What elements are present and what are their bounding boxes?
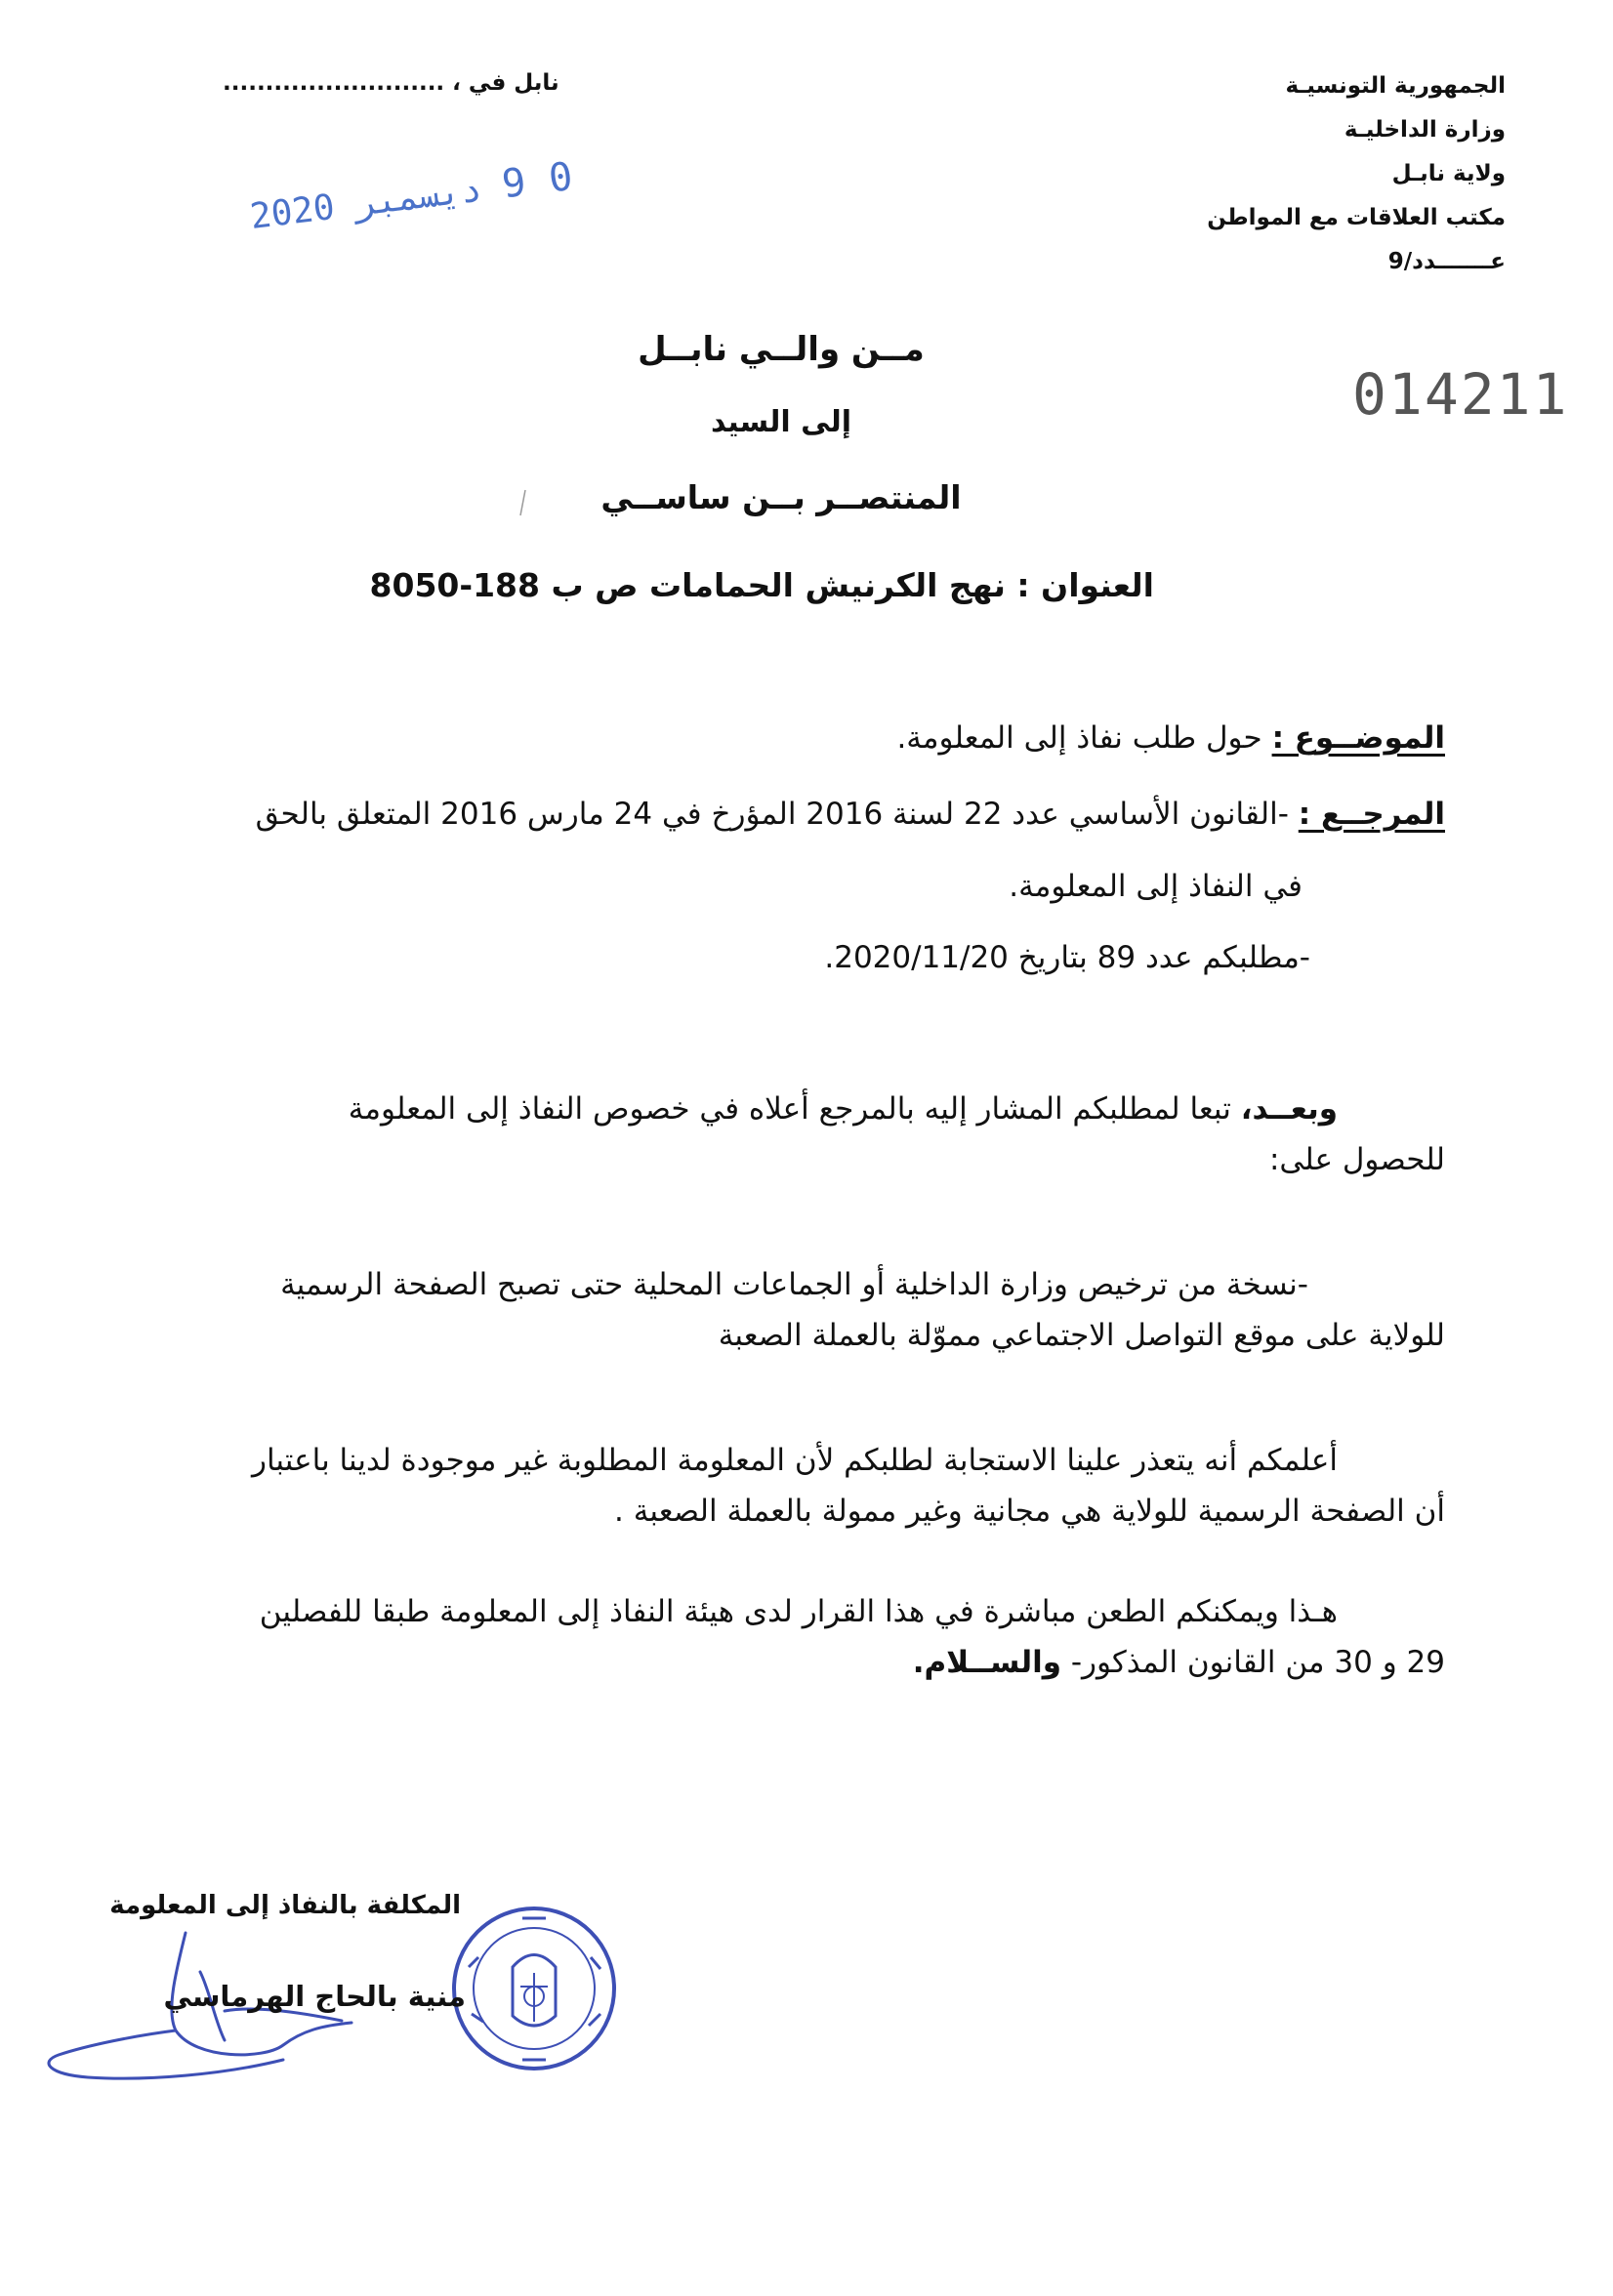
closing-salutation: والســلام.	[912, 1645, 1061, 1680]
letterhead-office: مكتب العلاقات مع المواطن	[1207, 205, 1506, 230]
date-stamp-day: 0 9	[499, 153, 575, 208]
paragraph-request-text: تبعا لمطلبكم المشار إليه بالمرجع أعلاه في خصوص النفاذ إلى المعلومة	[348, 1091, 1241, 1127]
registration-number-stamp: 014211	[1352, 361, 1569, 428]
paragraph-appeal	[146, 1586, 1445, 1688]
paragraph-request-line-1	[146, 1084, 1445, 1134]
opening-word: وبعــد،	[1240, 1091, 1338, 1127]
letterhead-ministry: وزارة الداخليـة	[1344, 117, 1506, 143]
recipient-name: المنتصــر بــن ساســي	[600, 478, 962, 516]
paragraph-decision	[146, 1435, 1445, 1537]
letterhead-number: عـــــــدد/9	[1387, 249, 1506, 274]
decision-line-2: أن الصفحة الرسمية للولاية هي مجانية وغير ممولة بالعملة الصعبة .	[614, 1494, 1445, 1529]
appeal-line-2	[146, 1637, 1445, 1688]
paragraph-request	[146, 1084, 1445, 1185]
subject-label: الموضــوع :	[1271, 720, 1445, 756]
requested-item-line-1: -نسخة من ترخيص وزارة الداخلية أو الجماعات المحلية حتى تصبح الصفحة الرسمية	[280, 1267, 1308, 1302]
date-stamp-month: ديسمبر	[352, 169, 484, 225]
subject-text: حول طلب نفاذ إلى المعلومة.	[896, 720, 1262, 756]
reference-text-1: -القانون الأساسي عدد 22 لسنة 2016 المؤرخ في 24 مارس 2016 المتعلق بالحق	[255, 797, 1289, 832]
letterhead-country: الجمهورية التونسيـة	[1285, 73, 1506, 99]
requested-item-line-2: للولاية على موقع التواصل الاجتماعي مموّلة بالعملة الصعبة	[718, 1318, 1445, 1353]
recipient-label: إلى السيد	[711, 405, 851, 439]
date-stamp	[247, 154, 575, 238]
letterhead-governorate: ولاية نابـل	[1391, 161, 1506, 186]
signatory-title: المكلفة بالنفاذ إلى المعلومة	[109, 1891, 461, 1920]
reference-label: المرجــع :	[1298, 797, 1445, 832]
official-seal	[444, 1899, 625, 2079]
sender-line: مــن والــي نابــل	[638, 330, 925, 369]
appeal-text: 29 و 30 من القانون المذكور-	[1061, 1645, 1445, 1680]
place-date-line: نابل في ، ..........................	[223, 70, 559, 96]
signatory-name: منية بالحاج الهرماسي	[163, 1980, 466, 2013]
pen-mark	[517, 488, 527, 517]
appeal-line-1: هـذا ويمكنكم الطعن مباشرة في هذا القرار لدى هيئة النفاذ إلى المعلومة طبقا للفصلين	[259, 1594, 1338, 1629]
reference-line-3: -مطلبكم عدد 89 بتاريخ 2020/11/20.	[824, 940, 1310, 975]
reference-line-1	[146, 789, 1445, 840]
date-stamp-year: 2020	[247, 186, 337, 238]
subject-line	[146, 713, 1445, 763]
reference-line-2: في النفاذ إلى المعلومة.	[1009, 869, 1303, 904]
recipient-address: العنوان : نهج الكرنيش الحمامات ص ب 188-8050	[369, 566, 1154, 604]
decision-line-1: أعلمكم أنه يتعذر علينا الاستجابة لطلبكم لأن المعلومة المطلوبة غير موجودة لدينا باعتبار	[252, 1443, 1338, 1478]
letterhead	[1096, 64, 1506, 284]
paragraph-requested-item	[146, 1259, 1445, 1361]
paragraph-request-line-2: للحصول على:	[1268, 1142, 1445, 1177]
